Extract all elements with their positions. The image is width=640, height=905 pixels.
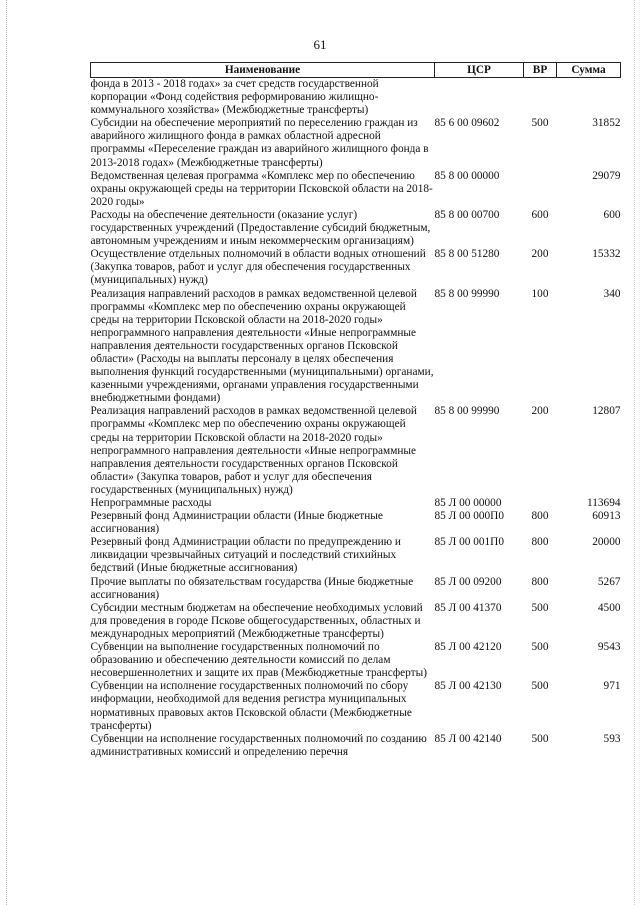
table-row: [91, 733, 621, 759]
table-row: [91, 576, 621, 602]
table-row: [91, 536, 621, 575]
scan-edge-right: [634, 0, 636, 905]
cell-csr: 85 6 00 09602: [434, 117, 500, 130]
cell-csr: 85 Л 00 001П0: [434, 536, 504, 549]
cell-sum: 593: [603, 732, 621, 745]
cell-csr: 85 Л 00 42130: [434, 680, 502, 693]
cell-vr: 600: [531, 208, 549, 221]
cell-csr: 85 Л 00 000П0: [434, 510, 504, 523]
cell-name: Резервный фонд Администрации области (Иные бюджетные ассигнования): [90, 510, 383, 536]
table-row: [91, 641, 621, 680]
cell-csr: 85 8 00 00000: [434, 169, 500, 182]
table-row: [91, 170, 621, 209]
cell-vr: 800: [531, 536, 549, 549]
cell-sum: 31852: [592, 117, 621, 130]
header-sum: Сумма: [557, 63, 621, 78]
table-header-row: [91, 63, 621, 78]
cell-sum: 340: [603, 287, 621, 300]
header-vr: ВР: [524, 63, 557, 78]
header-csr: ЦСР: [435, 63, 524, 78]
table-row: [91, 209, 621, 248]
budget-table: [90, 62, 621, 759]
cell-vr: 500: [531, 641, 549, 654]
cell-sum: [557, 78, 621, 118]
table-row: [91, 288, 621, 406]
cell-vr: 200: [531, 248, 549, 261]
cell-sum: 29079: [592, 169, 621, 182]
cell-csr: [435, 78, 524, 118]
cell-vr: [524, 78, 557, 118]
cell-sum: 4500: [597, 601, 621, 614]
cell-sum: 20000: [592, 536, 621, 549]
cell-vr: 800: [531, 510, 549, 523]
table-row: [91, 117, 621, 169]
cell-csr: 85 8 00 99990: [434, 405, 500, 418]
scan-edge-left: [6, 0, 8, 905]
cell-csr: 85 Л 00 42120: [434, 641, 502, 654]
page-number: 61: [313, 37, 327, 52]
table-row: [91, 510, 621, 536]
cell-name: Непрограммные расходы: [90, 497, 212, 509]
cell-name: Субвенции на исполнение государственных полномочий по созданию административных комиссий и определению перечня: [90, 732, 427, 758]
cell-sum: 971: [603, 680, 621, 693]
cell-csr: 85 Л 00 41370: [434, 601, 502, 614]
table-row: [91, 78, 621, 118]
cell-vr: 500: [531, 680, 549, 693]
cell-name: Реализация направлений расходов в рамках ведомственной целевой программы «Комплекс мер по обеспечению охраны окружающей среды на территории Псковской области на 2018-2020 годы» непрограммного направления деятельности «Иные непрограммные направления деятельности государственных органов Псковской области» (Расходы на выплаты персоналу в целях обеспечения выполнения функций государственными (муниципальными) органами, казенными учреждениями, органами управления государственными внебюджетными фондами): [90, 287, 434, 405]
cell-name: Расходы на обеспечение деятельности (оказание услуг) государственных учреждений (Предоставление субсидий бюджетным, автономным учреждениям и иным некоммерческим организациям): [90, 208, 431, 248]
cell-sum: 5267: [597, 575, 621, 588]
cell-name: Реализация направлений расходов в рамках ведомственной целевой программы «Комплекс мер по обеспечению охраны окружающей среды на территории Псковской области на 2018-2020 годы» непрограммного направления деятельности «Иные непрограммные направления деятельности государственных органов Псковской области» (Закупка товаров, работ и услуг для обеспечения государственных (муниципальных) нужд): [90, 405, 417, 496]
cell-csr: 85 8 00 99990: [434, 287, 500, 300]
cell-csr: 85 Л 00 00000: [434, 497, 502, 509]
cell-vr: 500: [531, 601, 549, 614]
cell-csr: 85 Л 00 09200: [434, 575, 502, 588]
cell-name: Субвенции на выполнение государственных полномочий по образованию и обеспечению деятельности комиссий по делам несовершеннолетних и защите их прав (Межбюджетные трансферты): [90, 641, 427, 680]
cell-name: Прочие выплаты по обязательствам государства (Иные бюджетные ассигнования): [90, 575, 414, 601]
header-name: Наименование: [91, 63, 435, 78]
table-row: [91, 602, 621, 641]
cell-vr: [524, 497, 557, 510]
cell-vr: 100: [531, 287, 549, 300]
table-row: [91, 497, 621, 510]
cell-name: Субсидии на обеспечение мероприятий по переселению граждан из аварийного жилищного фонда в рамках областной адресной программы «Переселение граждан из аварийного жилищного фонда в 2013-2018 годах» (Межбюджетные трансферты): [90, 117, 429, 169]
cell-vr: [524, 170, 557, 209]
cell-csr: 85 Л 00 42140: [434, 732, 502, 745]
cell-name: Осуществление отдельных полномочий в области водных отношений (Закупка товаров, работ и услуг для обеспечения государственных (муниципальных) нужд): [90, 248, 426, 287]
table-row: [91, 248, 621, 287]
cell-name: Субвенции на исполнение государственных полномочий по сбору информации, необходимой для ведения регистра муниципальных нормативных правовых актов Псковской области (Межбюджетные трансферты): [90, 680, 412, 732]
cell-name: фонда в 2013 - 2018 годах» за счет средств государственной корпорации «Фонд содействия реформированию жилищно-коммунального хозяйства» (Межбюджетные трансферты): [90, 78, 379, 117]
cell-name: Субсидии местным бюджетам на обеспечение необходимых условий для проведения в городе Пскове общегосударственных, областных и международных мероприятий (Межбюджетные трансферты): [90, 601, 423, 640]
cell-vr: 200: [531, 405, 549, 418]
cell-csr: 85 8 00 51280: [434, 248, 500, 261]
cell-vr: 500: [531, 732, 549, 745]
cell-name: Резервный фонд Администрации области по предупреждению и ликвидации чрезвычайных ситуаций и последствий стихийных бедствий (Иные бюджетные ассигнования): [90, 536, 401, 575]
cell-sum: 600: [603, 208, 621, 221]
table-row: [91, 405, 621, 497]
cell-sum: 12807: [592, 405, 621, 418]
cell-name: Ведомственная целевая программа «Комплекс мер по обеспечению охраны окружающей среды на территории Псковской области на 2018-2020 годы»: [90, 169, 433, 208]
cell-vr: 800: [531, 575, 549, 588]
cell-sum: 15332: [592, 248, 621, 261]
cell-sum: 113694: [587, 497, 621, 509]
cell-vr: 500: [531, 117, 549, 130]
cell-sum: 60913: [592, 510, 621, 523]
cell-csr: 85 8 00 00700: [434, 208, 500, 221]
cell-sum: 9543: [597, 641, 621, 654]
table-row: [91, 680, 621, 732]
